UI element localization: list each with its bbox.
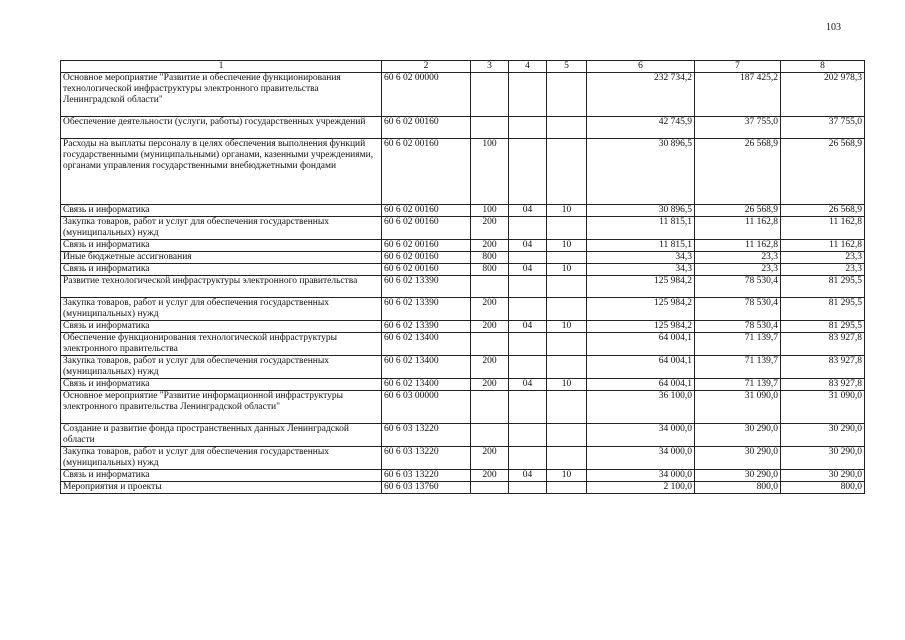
section-cell <box>509 356 547 379</box>
expense-type-cell <box>471 276 509 298</box>
subsection-cell: 10 <box>547 205 587 217</box>
subsection-cell <box>547 356 587 379</box>
amount-col8-cell: 23,3 <box>781 264 865 276</box>
target-article-code-cell: 60 6 03 13220 <box>382 470 471 482</box>
table-row <box>61 470 865 482</box>
expense-type-cell: 100 <box>471 139 509 205</box>
target-article-code-cell: 60 6 02 00160 <box>382 252 471 264</box>
amount-col7-cell: 71 139,7 <box>695 356 781 379</box>
section-cell <box>509 117 547 139</box>
section-cell: 04 <box>509 205 547 217</box>
amount-col8-cell: 81 295,5 <box>781 276 865 298</box>
table-row <box>61 298 865 321</box>
expense-type-cell <box>471 117 509 139</box>
subsection-cell <box>547 139 587 205</box>
subsection-cell <box>547 391 587 424</box>
section-cell: 04 <box>509 240 547 252</box>
subsection-cell: 10 <box>547 470 587 482</box>
amount-col6-cell: 125 984,2 <box>587 276 695 298</box>
expense-type-cell: 800 <box>471 264 509 276</box>
subsection-cell <box>547 276 587 298</box>
target-article-code-cell: 60 6 02 13390 <box>382 276 471 298</box>
amount-col7-cell: 78 530,4 <box>695 276 781 298</box>
target-article-code-cell: 60 6 03 00000 <box>382 391 471 424</box>
amount-col6-cell: 34,3 <box>587 252 695 264</box>
table-row <box>61 321 865 333</box>
amount-col7-cell: 26 568,9 <box>695 139 781 205</box>
budget-table <box>60 60 865 494</box>
amount-col7-cell: 800,0 <box>695 482 781 494</box>
expense-type-cell: 200 <box>471 240 509 252</box>
amount-col7-cell: 23,3 <box>695 252 781 264</box>
table-row <box>61 117 865 139</box>
expense-type-cell: 200 <box>471 298 509 321</box>
amount-col7-cell: 71 139,7 <box>695 333 781 356</box>
row-name-cell: Иные бюджетные ассигнования <box>61 252 382 264</box>
amount-col8-cell: 81 295,5 <box>781 321 865 333</box>
row-name-cell: Закупка товаров, работ и услуг для обеспечения государственных (муниципальных) нужд <box>61 447 382 470</box>
amount-col7-cell: 11 162,8 <box>695 240 781 252</box>
column-number: 2 <box>382 61 471 73</box>
amount-col8-cell: 30 290,0 <box>781 447 865 470</box>
expense-type-cell <box>471 424 509 447</box>
row-name-cell: Расходы на выплаты персоналу в целях обеспечения выполнения функций государственными (муниципальными) органами, казенными учреждениями, органами управления государственными внебюджетными фондами <box>61 139 382 205</box>
amount-col6-cell: 11 815,1 <box>587 240 695 252</box>
subsection-cell <box>547 333 587 356</box>
amount-col8-cell: 81 295,5 <box>781 298 865 321</box>
section-cell <box>509 391 547 424</box>
row-name-cell: Мероприятия и проекты <box>61 482 382 494</box>
expense-type-cell: 200 <box>471 356 509 379</box>
table-row <box>61 447 865 470</box>
table-row <box>61 276 865 298</box>
target-article-code-cell: 60 6 02 00160 <box>382 240 471 252</box>
amount-col8-cell: 31 090,0 <box>781 391 865 424</box>
section-cell: 04 <box>509 321 547 333</box>
amount-col7-cell: 71 139,7 <box>695 379 781 391</box>
section-cell: 04 <box>509 379 547 391</box>
row-name-cell: Связь и информатика <box>61 321 382 333</box>
table-row <box>61 356 865 379</box>
amount-col7-cell: 78 530,4 <box>695 321 781 333</box>
column-number-row <box>61 61 865 73</box>
amount-col6-cell: 2 100,0 <box>587 482 695 494</box>
target-article-code-cell: 60 6 02 00160 <box>382 217 471 240</box>
table-row <box>61 424 865 447</box>
column-number: 8 <box>781 61 865 73</box>
table-row <box>61 333 865 356</box>
section-cell <box>509 333 547 356</box>
column-number: 5 <box>547 61 587 73</box>
target-article-code-cell: 60 6 02 00160 <box>382 205 471 217</box>
subsection-cell: 10 <box>547 379 587 391</box>
row-name-cell: Связь и информатика <box>61 470 382 482</box>
table-row <box>61 252 865 264</box>
row-name-cell: Связь и информатика <box>61 379 382 391</box>
amount-col8-cell: 37 755,0 <box>781 117 865 139</box>
target-article-code-cell: 60 6 03 13760 <box>382 482 471 494</box>
subsection-cell <box>547 217 587 240</box>
amount-col7-cell: 37 755,0 <box>695 117 781 139</box>
amount-col6-cell: 42 745,9 <box>587 117 695 139</box>
subsection-cell <box>547 482 587 494</box>
expense-type-cell: 100 <box>471 205 509 217</box>
subsection-cell <box>547 73 587 117</box>
target-article-code-cell: 60 6 03 13220 <box>382 447 471 470</box>
amount-col8-cell: 83 927,8 <box>781 356 865 379</box>
target-article-code-cell: 60 6 02 13390 <box>382 321 471 333</box>
subsection-cell <box>547 117 587 139</box>
row-name-cell: Связь и информатика <box>61 205 382 217</box>
amount-col8-cell: 30 290,0 <box>781 470 865 482</box>
target-article-code-cell: 60 6 02 00000 <box>382 73 471 117</box>
section-cell <box>509 139 547 205</box>
subsection-cell: 10 <box>547 240 587 252</box>
amount-col8-cell: 30 290,0 <box>781 424 865 447</box>
section-cell <box>509 482 547 494</box>
expense-type-cell: 800 <box>471 252 509 264</box>
amount-col6-cell: 36 100,0 <box>587 391 695 424</box>
column-number: 7 <box>695 61 781 73</box>
table-row <box>61 379 865 391</box>
expense-type-cell <box>471 73 509 117</box>
expense-type-cell: 200 <box>471 447 509 470</box>
section-cell: 04 <box>509 470 547 482</box>
amount-col6-cell: 34 000,0 <box>587 470 695 482</box>
column-number: 3 <box>471 61 509 73</box>
table-row <box>61 264 865 276</box>
row-name-cell: Связь и информатика <box>61 240 382 252</box>
amount-col6-cell: 64 004,1 <box>587 356 695 379</box>
expense-type-cell: 200 <box>471 321 509 333</box>
subsection-cell <box>547 424 587 447</box>
expense-type-cell: 200 <box>471 379 509 391</box>
target-article-code-cell: 60 6 02 13390 <box>382 298 471 321</box>
row-name-cell: Основное мероприятие "Развитие и обеспечение функционирования технологической инфраструктуры электронного правительства Ленинградской области" <box>61 73 382 117</box>
section-cell <box>509 447 547 470</box>
target-article-code-cell: 60 6 02 13400 <box>382 379 471 391</box>
expense-type-cell: 200 <box>471 470 509 482</box>
row-name-cell: Обеспечение деятельности (услуги, работы) государственных учреждений <box>61 117 382 139</box>
amount-col6-cell: 232 734,2 <box>587 73 695 117</box>
amount-col8-cell: 26 568,9 <box>781 205 865 217</box>
row-name-cell: Закупка товаров, работ и услуг для обеспечения государственных (муниципальных) нужд <box>61 356 382 379</box>
subsection-cell: 10 <box>547 264 587 276</box>
amount-col8-cell: 23,3 <box>781 252 865 264</box>
target-article-code-cell: 60 6 02 00160 <box>382 117 471 139</box>
section-cell <box>509 424 547 447</box>
row-name-cell: Связь и информатика <box>61 264 382 276</box>
column-number: 6 <box>587 61 695 73</box>
subsection-cell: 10 <box>547 321 587 333</box>
expense-type-cell: 200 <box>471 217 509 240</box>
amount-col7-cell: 187 425,2 <box>695 73 781 117</box>
expense-type-cell <box>471 333 509 356</box>
subsection-cell <box>547 447 587 470</box>
table-row <box>61 217 865 240</box>
column-number: 1 <box>61 61 382 73</box>
table-row <box>61 205 865 217</box>
expense-type-cell <box>471 391 509 424</box>
amount-col6-cell: 34,3 <box>587 264 695 276</box>
amount-col6-cell: 30 896,5 <box>587 205 695 217</box>
amount-col6-cell: 125 984,2 <box>587 321 695 333</box>
page-number: 103 <box>826 22 841 33</box>
row-name-cell: Создание и развитие фонда пространственных данных Ленинградской области <box>61 424 382 447</box>
target-article-code-cell: 60 6 02 00160 <box>382 139 471 205</box>
table-row <box>61 73 865 117</box>
amount-col7-cell: 78 530,4 <box>695 298 781 321</box>
amount-col6-cell: 64 004,1 <box>587 333 695 356</box>
section-cell <box>509 73 547 117</box>
amount-col6-cell: 11 815,1 <box>587 217 695 240</box>
amount-col7-cell: 30 290,0 <box>695 447 781 470</box>
subsection-cell <box>547 252 587 264</box>
row-name-cell: Закупка товаров, работ и услуг для обеспечения государственных (муниципальных) нужд <box>61 217 382 240</box>
target-article-code-cell: 60 6 02 13400 <box>382 333 471 356</box>
amount-col7-cell: 31 090,0 <box>695 391 781 424</box>
expense-type-cell <box>471 482 509 494</box>
amount-col6-cell: 125 984,2 <box>587 298 695 321</box>
section-cell <box>509 276 547 298</box>
amount-col8-cell: 11 162,8 <box>781 240 865 252</box>
amount-col8-cell: 83 927,8 <box>781 333 865 356</box>
amount-col6-cell: 64 004,1 <box>587 379 695 391</box>
table-row <box>61 240 865 252</box>
section-cell <box>509 298 547 321</box>
target-article-code-cell: 60 6 02 00160 <box>382 264 471 276</box>
row-name-cell: Обеспечение функционирования технологической инфраструктуры электронного правительства <box>61 333 382 356</box>
amount-col8-cell: 83 927,8 <box>781 379 865 391</box>
amount-col6-cell: 34 000,0 <box>587 424 695 447</box>
subsection-cell <box>547 298 587 321</box>
amount-col8-cell: 800,0 <box>781 482 865 494</box>
amount-col6-cell: 34 000,0 <box>587 447 695 470</box>
amount-col7-cell: 26 568,9 <box>695 205 781 217</box>
amount-col7-cell: 11 162,8 <box>695 217 781 240</box>
amount-col8-cell: 26 568,9 <box>781 139 865 205</box>
table-row <box>61 139 865 205</box>
row-name-cell: Развитие технологической инфраструктуры электронного правительства <box>61 276 382 298</box>
amount-col6-cell: 30 896,5 <box>587 139 695 205</box>
table-row <box>61 391 865 424</box>
table-row <box>61 482 865 494</box>
row-name-cell: Закупка товаров, работ и услуг для обеспечения государственных (муниципальных) нужд <box>61 298 382 321</box>
amount-col7-cell: 30 290,0 <box>695 470 781 482</box>
column-number: 4 <box>509 61 547 73</box>
row-name-cell: Основное мероприятие "Развитие информационной инфраструктуры электронного правительства Ленинградской области" <box>61 391 382 424</box>
target-article-code-cell: 60 6 03 13220 <box>382 424 471 447</box>
section-cell <box>509 252 547 264</box>
amount-col7-cell: 23,3 <box>695 264 781 276</box>
amount-col8-cell: 11 162,8 <box>781 217 865 240</box>
section-cell <box>509 217 547 240</box>
target-article-code-cell: 60 6 02 13400 <box>382 356 471 379</box>
section-cell: 04 <box>509 264 547 276</box>
amount-col7-cell: 30 290,0 <box>695 424 781 447</box>
amount-col8-cell: 202 978,3 <box>781 73 865 117</box>
